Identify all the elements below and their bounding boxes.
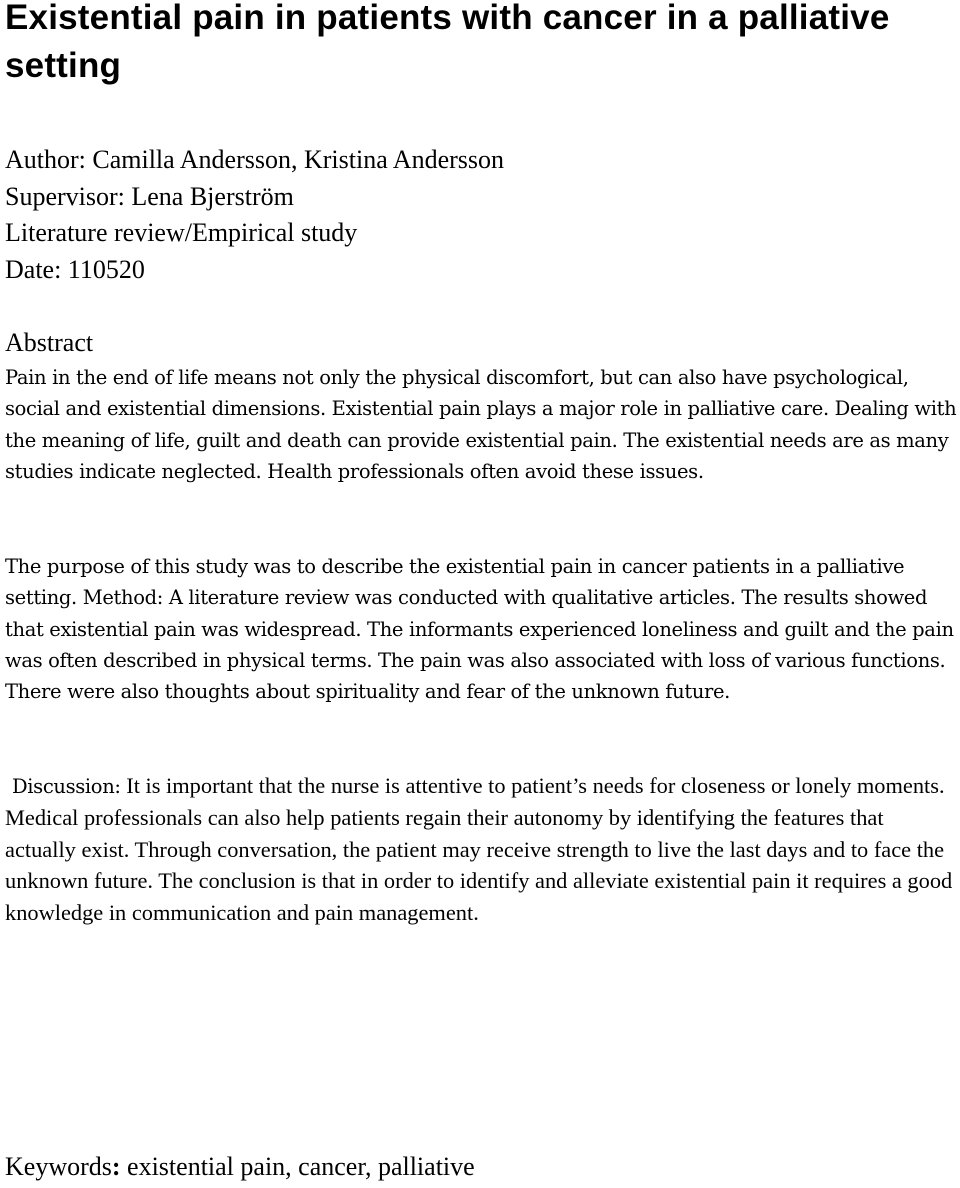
study-type-line: Literature review/Empirical study [5, 218, 358, 247]
keywords-label: Keywords [5, 1152, 112, 1181]
abstract-heading: Abstract [5, 328, 94, 357]
keywords-line [5, 1150, 475, 1184]
abstract-paragraph-background: Pain in the end of life means not only the physical discomfort, but can also have psychological, social and existential dimensions. Existential pain plays a major role in palliative care. Dealing with the meaning of life, guilt and death can provide existential pain. The existential needs are as many studies indicate neglected. Health professionals often avoid these issues. [5, 366, 957, 483]
keywords-colon: : [111, 1152, 121, 1181]
discussion-label: Discussion: [12, 775, 121, 798]
abstract-paragraph-method-results: The purpose of this study was to describe the existential pain in cancer patients in a palliative setting. Method: A literature review was conducted with qualitative articles. The results showed that existential pain was widespread. The informants experienced loneliness and guilt and the pain was often described in physical terms. The pain was also associated with loss of various functions. There were also thoughts about spirituality and fear of the unknown future. [5, 555, 954, 704]
date-line: Date: 110520 [5, 254, 145, 284]
discussion-text: It is important that the nurse is attentive to patient’s needs for closeness or lonely moments. Medical professionals can also help patients regain their autonomy by identifying the features that actually exist. Through conversation, the patient may receive strength to live the last days and to face the unknown future. The conclusion is that in order to identify and alleviate existential pain it requires a good knowledge in communication and pain management. [5, 773, 953, 925]
abstract-paragraph-discussion [5, 770, 960, 928]
keywords-text: existential pain, cancer, palliative [120, 1152, 475, 1181]
author-line: Author: Camilla Andersson, Kristina Andersson [5, 145, 505, 174]
supervisor-line: Supervisor: Lena Bjerström [5, 181, 294, 211]
paper-metadata [5, 142, 955, 288]
paper-title: Existential pain in patients with cancer in a palliative setting [5, 0, 890, 85]
